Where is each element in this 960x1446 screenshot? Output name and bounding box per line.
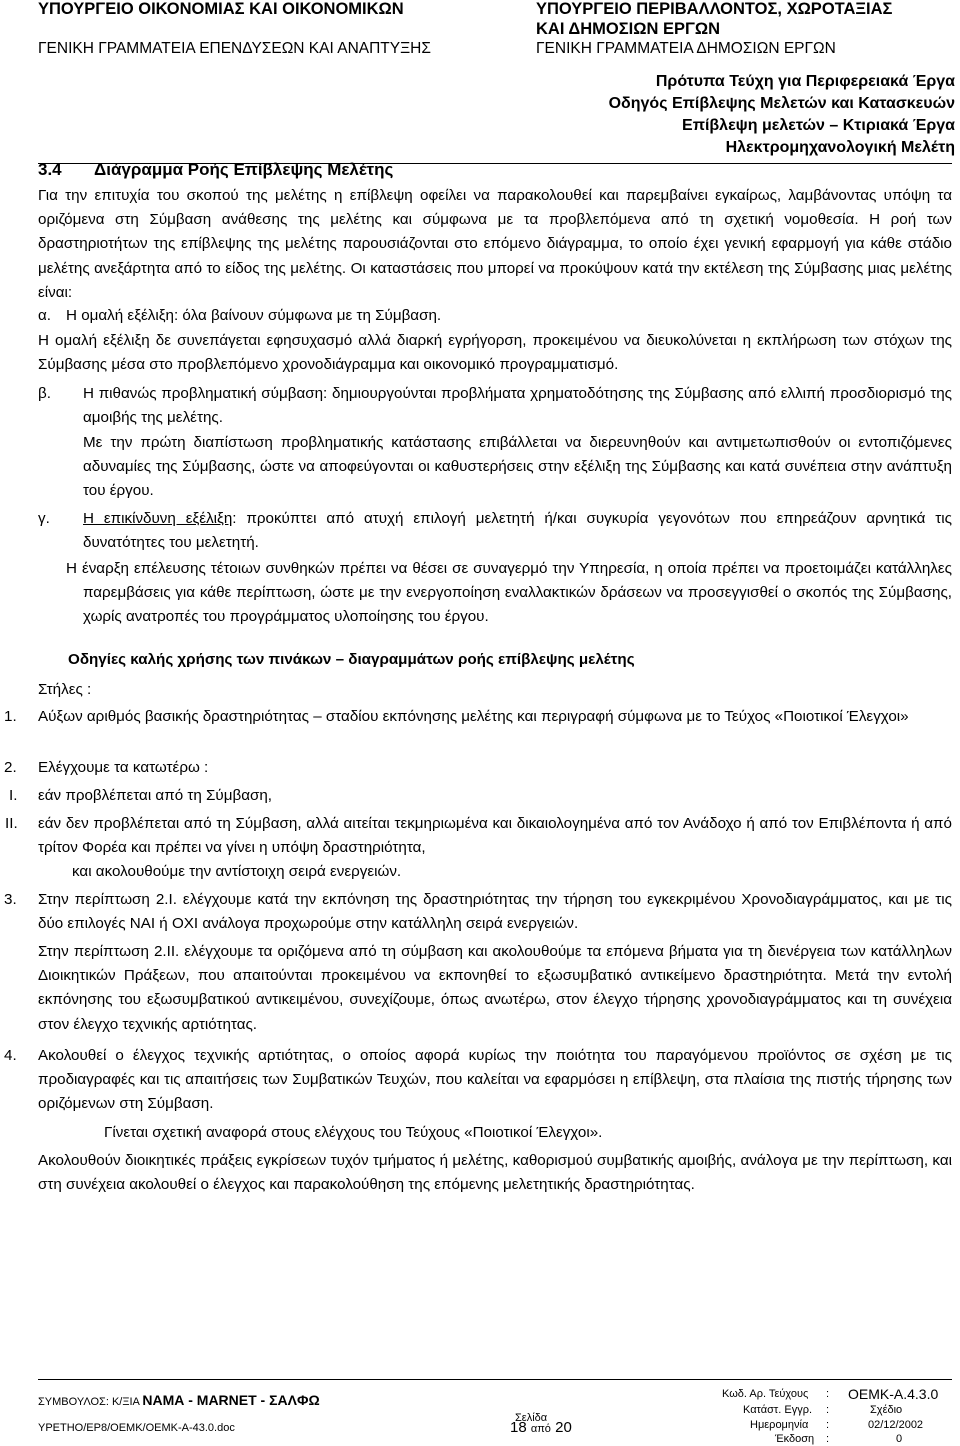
footer-advisor xyxy=(38,1392,320,1408)
item-1-label: 1. xyxy=(4,708,17,725)
section-number: 3.4 xyxy=(38,160,62,179)
item-4-label: 4. xyxy=(4,1047,17,1064)
case-c-paragraph-text: Η έναρξη επέλευσης τέτοιων συνθηκών πρέπει να θέσει σε συναγερμό την Υπηρεσία, η οποία πρέπει να προετοιμάζει κατάλληλες παρεμβάσεις για κάθε περίπτωση, ώστε με την ενεργοποίηση εναλλακτικών δράσεων να προσεγγισθεί ο σκοπός της Σύμβασης, χωρίς ανατροπές του προγράμματος υλοποίησης του έργου. xyxy=(66,560,952,626)
header-right-ministry-line2: ΚΑΙ ΔΗΜΟΣΙΩΝ ΕΡΓΩΝ xyxy=(536,20,721,38)
footer-date-value: 02/12/2002 xyxy=(868,1419,924,1431)
item-2-label: 2. xyxy=(4,759,17,776)
section-title: Διάγραμμα Ροής Επίβλεψης Μελέτης xyxy=(94,160,394,179)
doc-title-line4: Ηλεκτρομηχανολογική Μελέτη xyxy=(725,139,955,156)
case-a-label: α. xyxy=(38,307,51,324)
footer-file-ref: ΥΡΕΤΗΟ/ΕΡ8/ΟΕΜΚ/ΟΕΜΚ-Α-43.0.doc xyxy=(38,1422,235,1434)
item-3-label: 3. xyxy=(4,891,17,908)
footer-page-number: 18 xyxy=(510,1419,527,1436)
item-I-label: I. xyxy=(9,787,18,804)
doc-title-line3: Επίβλεψη μελετών – Κτιριακά Έργα xyxy=(682,117,955,134)
footer-code-value: ΟΕΜΚ-Α.4.3.0 xyxy=(848,1386,939,1402)
footer-edition-label: Έκδοση xyxy=(775,1433,815,1445)
item-II-follow: και ακολουθούμε την αντίστοιχη σειρά ενεργειών. xyxy=(72,863,402,880)
footer-colon: : xyxy=(826,1404,830,1416)
footer-advisor-label: ΣΥΜΒΟΥΛΟΣ: Κ/ΞΙΑ xyxy=(38,1396,140,1408)
footer-colon: : xyxy=(826,1433,830,1445)
case-b-paragraph: Με την πρώτη διαπίστωση προβληματικής κατάστασης επιβάλλεται να διερευνηθούν και αντιμετωπισθούν οι εντοπιζόμενες αδυναμίες της Σύμβασης, ώστε να αποφεύγονται οι καθυστερήσεις στην εξέλιξη της Σύμβασης και κατά συνέπεια στην ανάπτυξη του έργου. xyxy=(83,434,952,500)
closing-paragraph: Ακολουθούν διοικητικές πράξεις εγκρίσεων τυχόν τμήματος ή μελέτης, καθορισμού συμβατικής αμοιβής, ανάλογα με την περίπτωση, και στη συνέχεια ακολουθεί ο έλεγχος και παρακολούθηση της επόμενης μελετητικής δραστηριότητας. xyxy=(38,1152,952,1194)
case-c-paragraph xyxy=(66,557,952,630)
guide-title: Οδηγίες καλής χρήσης των πινάκων – διαγραμμάτων ροής επίβλεψης μελέτης xyxy=(68,651,635,668)
intro-paragraph: Για την επιτυχία του σκοπού της μελέτης η επίβλεψη οφείλει να παρακολουθεί και παρεμβαίνει εγκαίρως, λαμβάνοντας υπόψη τα οριζόμενα στη Σύμβαση ανάθεσης της μελέτης και σύμφωνα με τα προβλεπόμενα από τη σχετική νομοθεσία. Η ροή των δραστηριοτήτων της επίβλεψης της μελέτης παρουσιάζονται στο επόμενο διάγραμμα, το οποίο έχει γενική εφαρμογή για κάθε στάδιο μελέτης ανεξάρτητα από το είδος της μελέτης. Οι καταστάσεις που μπορεί να προκύψουν κατά την εκτέλεση της Σύμβασης μιας μελέτης είναι: xyxy=(38,187,952,301)
footer-page-counter xyxy=(510,1419,572,1436)
footer-page-of: από xyxy=(530,1423,551,1435)
item-I-text: εάν προβλέπεται από τη Σύμβαση, xyxy=(38,787,273,804)
case-b-label: β. xyxy=(38,385,51,402)
footer-sheet-label: Σχέδιο xyxy=(870,1404,903,1416)
header-left-ministry: ΥΠΟΥΡΓΕΙΟ ΟΙΚΟΝΟΜΙΑΣ ΚΑΙ ΟΙΚΟΝΟΜΙΚΩΝ xyxy=(38,0,404,18)
case-c-label: γ. xyxy=(38,510,50,527)
item-4-text: Ακολουθεί ο έλεγχος τεχνικής αρτιότητας, ο οποίος αφορά κυρίως την ποιότητα του παραγόμενου προϊόντος σε σχέση με τις προδιαγραφές και τις απαιτήσεις των Συμβατικών Τευχών, που καλείται να εφαρμόσει η επίβλεψη, στα πλαίσια της πιστής τήρησης των οριζόμενων στη Σύμβαση. xyxy=(38,1047,952,1113)
footer-page-total: 20 xyxy=(555,1419,572,1436)
doc-title-line1: Πρότυπα Τεύχη για Περιφερειακά Έργα xyxy=(655,73,955,90)
item-4-reference: Γίνεται σχετική αναφορά στους ελέγχους του Τεύχους «Ποιοτικοί Έλεγχοι». xyxy=(104,1124,603,1141)
footer-cat-label: Κατάστ. Εγγρ. xyxy=(743,1404,813,1416)
doc-title-line2: Οδηγός Επίβλεψης Μελετών και Κατασκευών xyxy=(608,95,955,112)
case-c-text xyxy=(83,507,952,555)
header-right-secretariat: ΓΕΝΙΚΗ ΓΡΑΜΜΑΤΕΙΑ ΔΗΜΟΣΙΩΝ ΕΡΓΩΝ xyxy=(536,40,836,57)
case-c-term: Η επικίνδυνη εξέλιξη xyxy=(83,510,233,527)
footer-colon: : xyxy=(826,1419,830,1431)
columns-label: Στήλες : xyxy=(38,681,92,698)
item-2-text: Ελέγχουμε τα κατωτέρω : xyxy=(38,759,209,776)
item-3-paragraph: Στην περίπτωση 2.ΙΙ. ελέγχουμε τα οριζόμενα από τη σύμβαση και ακολουθούμε τα επόμενα βήματα για τη διενέργεια των κατάλληλων Διοικητικών Πράξεων, που απαιτούνται προκειμένου να εκπονηθεί το εξωσυμβατικό αντικείμενο δραστηριότητα. Μετά την εντολή εκπόνησης του εξωσυμβατικού αντικειμένου, συνεχίζουμε, όπως ανωτέρω, στον έλεγχο τήρησης χρονοδιαγράμματος και τη συνέχεια στον έλεγχο τεχνικής αρτιότητας. xyxy=(38,943,952,1033)
case-b-text: Η πιθανώς προβληματική σύμβαση: δημιουργούνται προβλήματα χρηματοδότησης της Σύμβασης από ελλιπή προσδιορισμό της αμοιβής της μελέτης. xyxy=(83,385,952,427)
item-1-text: Αύξων αριθμός βασικής δραστηριότητας – σταδίου εκπόνησης μελέτης και περιγραφή σύμφωνα με το Τεύχος «Ποιοτικοί Έλεγχοι» xyxy=(38,708,909,725)
footer-advisor-name: ΝΑΜΑ - MARNET - ΣΑΛΦΩ xyxy=(142,1392,320,1408)
footer-divider xyxy=(38,1379,952,1380)
item-II-text: εάν δεν προβλέπεται από τη Σύμβαση, αλλά αιτείται τεκμηριωμένα και δικαιολογημένα από τον Ανάδοχο ή από τον Επιβλέποντα ή από τρίτον Φορέα και πρέπει να γίνει η υπόψη δραστηριότητα, xyxy=(38,815,952,857)
item-II-label: II. xyxy=(5,815,18,832)
footer-date-label: Ημερομηνία xyxy=(750,1419,809,1431)
footer-edition-value: 0 xyxy=(896,1433,903,1445)
case-c-description: : προκύπτει από ατυχή επιλογή μελετητή ή/και συγκυρία γεγονότων που επηρεάζουν αρνητικά τις δυνατότητες του μελετητή. xyxy=(83,510,952,552)
case-a-paragraph: Η ομαλή εξέλιξη δε συνεπάγεται εφησυχασμό αλλά διαρκή εγρήγορση, προκειμένου να διευκολύνεται η εκπλήρωση των στόχων της Σύμβασης μέσα στο προβλεπόμενο χρονοδιάγραμμα και οικονομικό προγραμματισμό. xyxy=(38,332,952,374)
case-a-text: Η ομαλή εξέλιξη: όλα βαίνουν σύμφωνα με τη Σύμβαση. xyxy=(66,307,442,324)
footer-page-label: Σελίδα xyxy=(515,1412,548,1424)
header-left-secretariat: ΓΕΝΙΚΗ ΓΡΑΜΜΑΤΕΙΑ ΕΠΕΝΔΥΣΕΩΝ ΚΑΙ ΑΝΑΠΤΥΞΗΣ xyxy=(38,40,431,57)
item-3-text: Στην περίπτωση 2.Ι. ελέγχουμε κατά την εκπόνηση της δραστηριότητας την τήρηση του εγκεκριμένου Χρονοδιαγράμματος, και με τις δύο επιλογές ΝΑΙ ή ΟΧΙ ανάλογα προχωρούμε στην κατάλληλη σειρά ενεργειών. xyxy=(38,891,952,933)
header-right-ministry-line1: ΥΠΟΥΡΓΕΙΟ ΠΕΡΙΒΑΛΛΟΝΤΟΣ, ΧΩΡΟΤΑΞΙΑΣ xyxy=(536,0,893,18)
footer-colon: : xyxy=(826,1388,830,1400)
footer-code-label: Κωδ. Αρ. Τεύχους xyxy=(722,1388,809,1400)
